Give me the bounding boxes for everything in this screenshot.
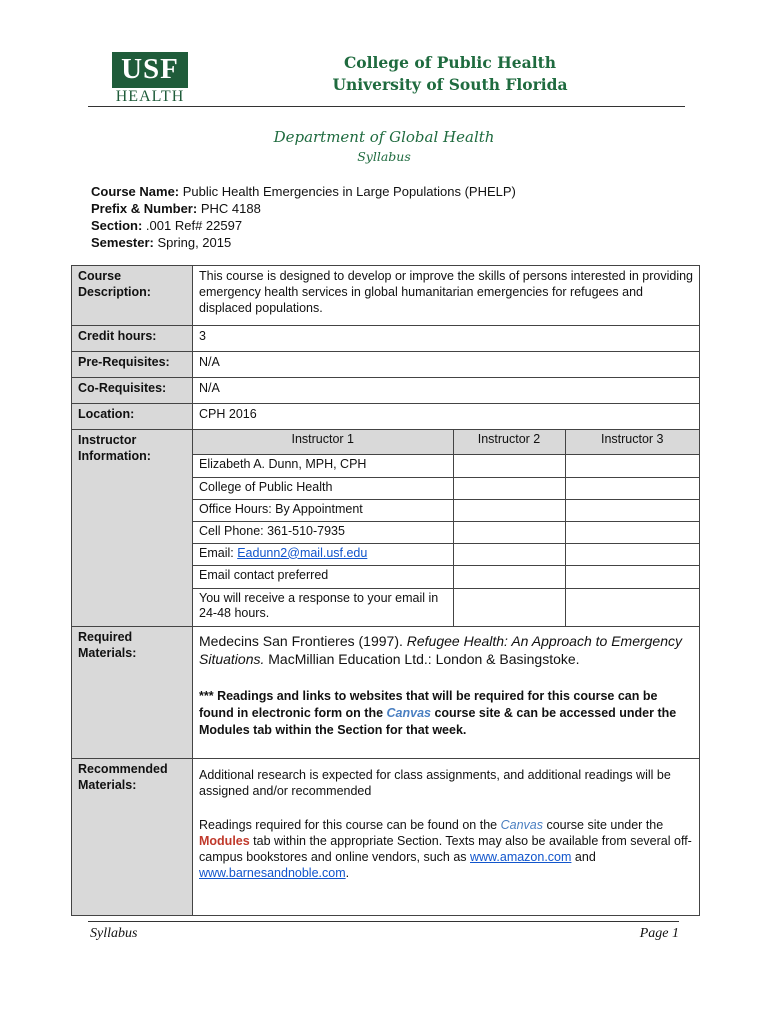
canvas-word: Canvas (500, 818, 543, 832)
instructor-row (193, 588, 699, 626)
instructor-phone: Cell Phone: 361-510-7935 (193, 521, 453, 543)
usf-health-logo (112, 52, 190, 104)
required-book (199, 633, 693, 668)
recommended-label: Recommended Materials: (72, 759, 193, 916)
row-required (72, 627, 700, 759)
empty-cell (565, 543, 699, 565)
required-label: Required Materials: (72, 627, 193, 759)
book-author: Medecins San Frontieres (1997). (199, 633, 407, 649)
instructor-row (193, 521, 699, 543)
coreq-label: Co-Requisites: (72, 378, 193, 404)
description-label: Course Description: (72, 266, 193, 326)
description-value: This course is designed to develop or improve the skills of persons interested in providing emergency health services in global humanitarian emergencies for refugees and displaced populations. (193, 266, 700, 326)
instructor-row (193, 499, 699, 521)
para-text: Readings required for this course can be found on the (199, 818, 501, 832)
course-name-value: Public Health Emergencies in Large Populations (PHELP) (182, 184, 516, 199)
department-title: Department of Global Health (273, 128, 495, 146)
instructor-row (193, 543, 699, 565)
barnesandnoble-link[interactable]: www.barnesandnoble.com (199, 866, 346, 880)
instructor-response: You will receive a response to your email in 24-48 hours. (193, 588, 453, 626)
book-publisher: MacMillian Education Ltd.: London & Basingstoke. (264, 650, 580, 667)
amazon-link[interactable]: www.amazon.com (470, 850, 572, 864)
instructor-3-header: Instructor 3 (565, 430, 699, 454)
modules-word: Modules (199, 834, 250, 848)
empty-cell (565, 499, 699, 521)
semester-value: Spring, 2015 (157, 235, 232, 250)
instructor-name: Elizabeth A. Dunn, MPH, CPH (193, 454, 453, 477)
semester-label: Semester: (91, 235, 154, 250)
recommended-para-2 (199, 817, 693, 881)
instructor-row (193, 565, 699, 588)
para-text: . (345, 866, 350, 880)
document-subtitle: Syllabus (357, 149, 411, 164)
row-recommended (72, 759, 700, 916)
recommended-value (193, 759, 700, 916)
university-title: University of South Florida (332, 75, 568, 94)
location-label: Location: (72, 404, 193, 430)
footer-title: Syllabus (90, 926, 138, 941)
required-note (199, 688, 693, 739)
instructor-header-row (193, 430, 699, 454)
email-link[interactable]: Eadunn2@mail.usf.edu (237, 545, 368, 560)
empty-cell (453, 499, 565, 521)
prereq-value: N/A (193, 352, 700, 378)
para-text: course site under the (542, 818, 664, 832)
book-title: Refugee Health: An Approach to Emergency Situations. (199, 633, 683, 667)
note-text: *** Readings and links to websites that will be required for this course can be found in electronic form on the (199, 689, 658, 720)
course-name-line (91, 183, 516, 200)
prefix-line (91, 200, 261, 217)
prefix-label: Prefix & Number: (91, 201, 198, 216)
logo-health-text: HEALTH (115, 88, 185, 105)
instructor-1-header: Instructor 1 (193, 430, 453, 454)
recommended-para-1: Additional research is expected for class assignments, and additional readings will be assigned and/or recommended (199, 768, 671, 798)
empty-cell (453, 543, 565, 565)
instructor-contact-pref: Email contact preferred (193, 565, 453, 588)
credit-value: 3 (193, 326, 700, 352)
syllabus-table (71, 265, 700, 916)
prereq-label: Pre-Requisites: (72, 352, 193, 378)
section-line (91, 217, 242, 234)
instructor-email (193, 543, 453, 565)
row-description (72, 266, 700, 326)
note-text: course site & can be accessed under the Modules tab within the Section for that week. (199, 706, 677, 737)
row-location (72, 404, 700, 430)
empty-cell (453, 477, 565, 499)
canvas-word: Canvas (386, 706, 431, 720)
instructor-table (193, 430, 699, 626)
empty-cell (453, 565, 565, 588)
para-text: and (571, 850, 596, 864)
row-credit (72, 326, 700, 352)
footer-page-number: Page 1 (639, 926, 679, 941)
credit-label: Credit hours: (72, 326, 193, 352)
instructor-row (193, 477, 699, 499)
empty-cell (565, 565, 699, 588)
required-value (193, 627, 700, 759)
empty-cell (565, 588, 699, 626)
instructor-label: Instructor Information: (72, 430, 193, 627)
coreq-value: N/A (193, 378, 700, 404)
empty-cell (453, 588, 565, 626)
prefix-value: PHC 4188 (200, 201, 261, 216)
semester-line (91, 234, 231, 251)
instructor-office-hours: Office Hours: By Appointment (193, 499, 453, 521)
empty-cell (565, 454, 699, 477)
row-prereq (72, 352, 700, 378)
instructor-2-header: Instructor 2 (453, 430, 565, 454)
header-divider (88, 106, 685, 107)
course-name-label: Course Name: (91, 184, 180, 199)
empty-cell (565, 477, 699, 499)
location-value: CPH 2016 (193, 404, 700, 430)
empty-cell (565, 521, 699, 543)
footer-divider (88, 921, 679, 922)
college-title: College of Public Health (343, 53, 557, 72)
instructor-college: College of Public Health (193, 477, 453, 499)
instructor-cell (193, 430, 700, 627)
section-value: .001 Ref# 22597 (145, 218, 243, 233)
row-coreq (72, 378, 700, 404)
instructor-row (193, 454, 699, 477)
empty-cell (453, 521, 565, 543)
logo-usf-text: USF (112, 52, 188, 88)
section-label: Section: (91, 218, 143, 233)
para-text: tab within the appropriate Section. Texts may also be available from several off-campus bookstores and online vendors, such as (199, 834, 692, 864)
email-label: Email: (199, 545, 238, 560)
row-instructor (72, 430, 700, 627)
empty-cell (453, 454, 565, 477)
